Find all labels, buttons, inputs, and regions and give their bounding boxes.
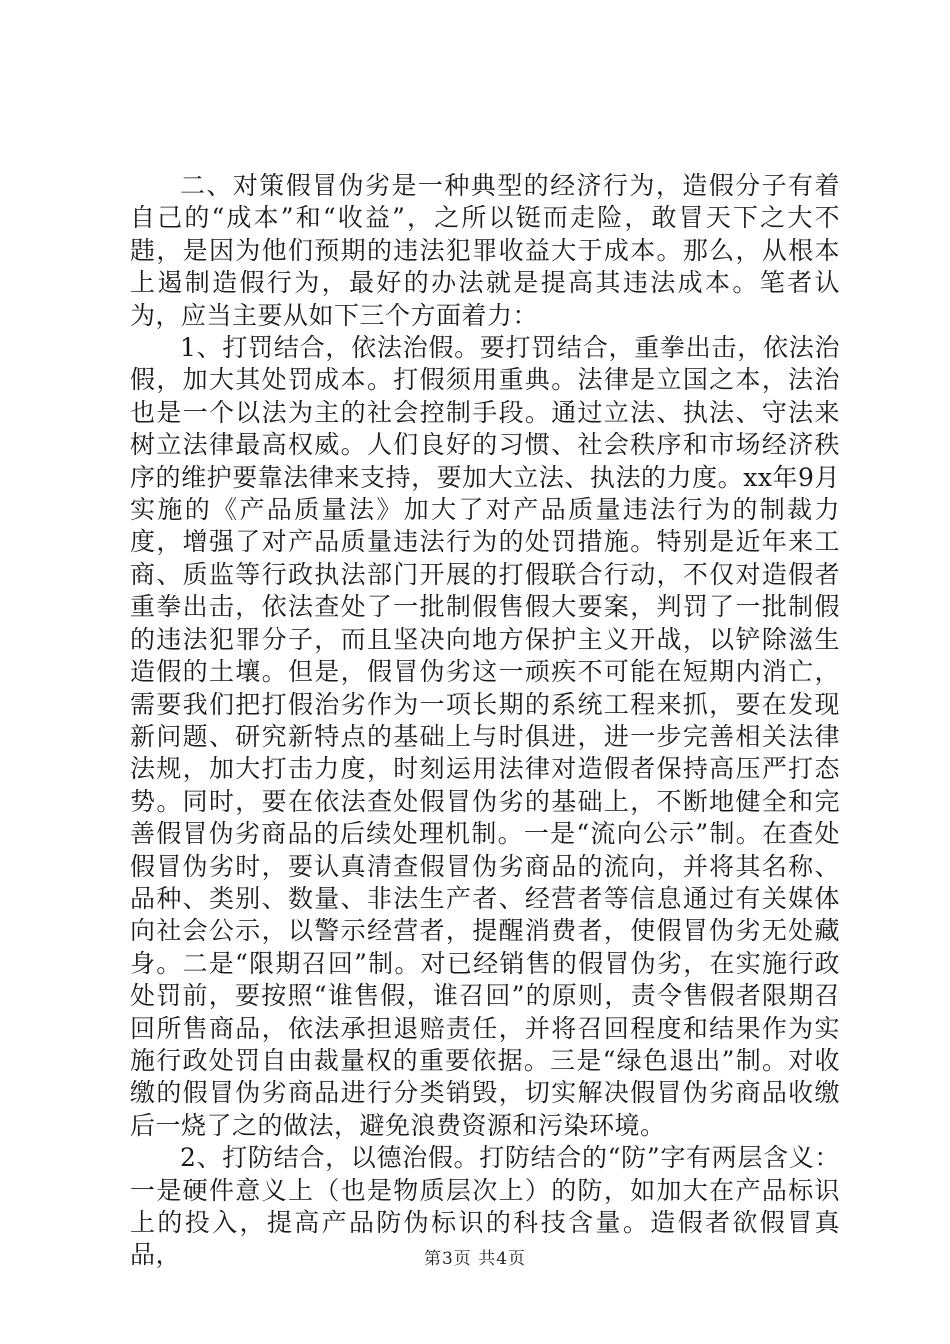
paragraph-punishment-combined: 1、打罚结合，依法治假。要打罚结合，重拳出击，依法治假，加大其处罚成本。打假须用重典。法律是立国之本，法治也是一个以法为主的社会控制手段。通过立法、执法、守法来树立法律最高权威。人们良好的习惯、社会秩序和市场经济秩序的维护要靠法律来支持，要加大立法、执法的力度。xx年9月实施的《产品质量法》加大了对产品质量违法行为的制裁力度，增强了对产品质量违法行为的处罚措施。特别是近年来工商、质监等行政执法部门开展的打假联合行动，不仅对造假者重拳出击，依法查处了一批制假售假大要案，判罚了一批制假的违法犯罪分子，而且坚决向地方保护主义开战，以铲除滋生造假的土壤。但是，假冒伪劣这一顽疾不可能在短期内消亡，需要我们把打假治劣作为一项长期的系统工程来抓，要在发现新问题、研究新特点的基础上与时俱进，进一步完善相关法律法规，加大打击力度，时刻运用法律对造假者保持高压严打态势。同时，要在依法查处假冒伪劣的基础上，不断地健全和完善假冒伪劣商品的后续处理机制。一是“流向公示”制。在查处假冒伪劣时，要认真清查假冒伪劣商品的流向，并将其名称、品种、类别、数量、非法生产者、经营者等信息通过有关媒体向社会公示，以警示经营者，提醒消费者，使假冒伪劣无处藏身。二是“限期召回”制。对已经销售的假冒伪劣，在实施行政处罚前，要按照“谁售假，谁召回”的原则，责令售假者限期召回所售商品，依法承担退赔责任，并将召回程度和结果作为实施行政处罚自由裁量权的重要依据。三是“绿色退出”制。对收缴的假冒伪劣商品进行分类销毁，切实解决假冒伪劣商品收缴后一烧了之的做法，避免浪费资源和污染环境。 <box>130 333 840 1140</box>
paragraph-countermeasures: 二、对策假冒伪劣是一种典型的经济行为，造假分子有着自己的“成本”和“收益”，之所以铤而走险，敢冒天下之大不韪，是因为他们预期的违法犯罪收益大于成本。那么，从根本上遏制造假行为，最好的办法就是提高其违法成本。笔者认为，应当主要从如下三个方面着力： <box>130 171 840 330</box>
paragraph-prevention-combined: 2、打防结合，以德治假。打防结合的“防”字有两层含义：一是硬件意义上（也是物质层次上）的防，如加大在产品标识上的投入，提高产品防伪标识的科技含量。造假者欲假冒真品， <box>130 1143 840 1270</box>
document-body <box>130 170 840 1272</box>
page-number-footer: 第3页 共4页 <box>423 1249 527 1269</box>
